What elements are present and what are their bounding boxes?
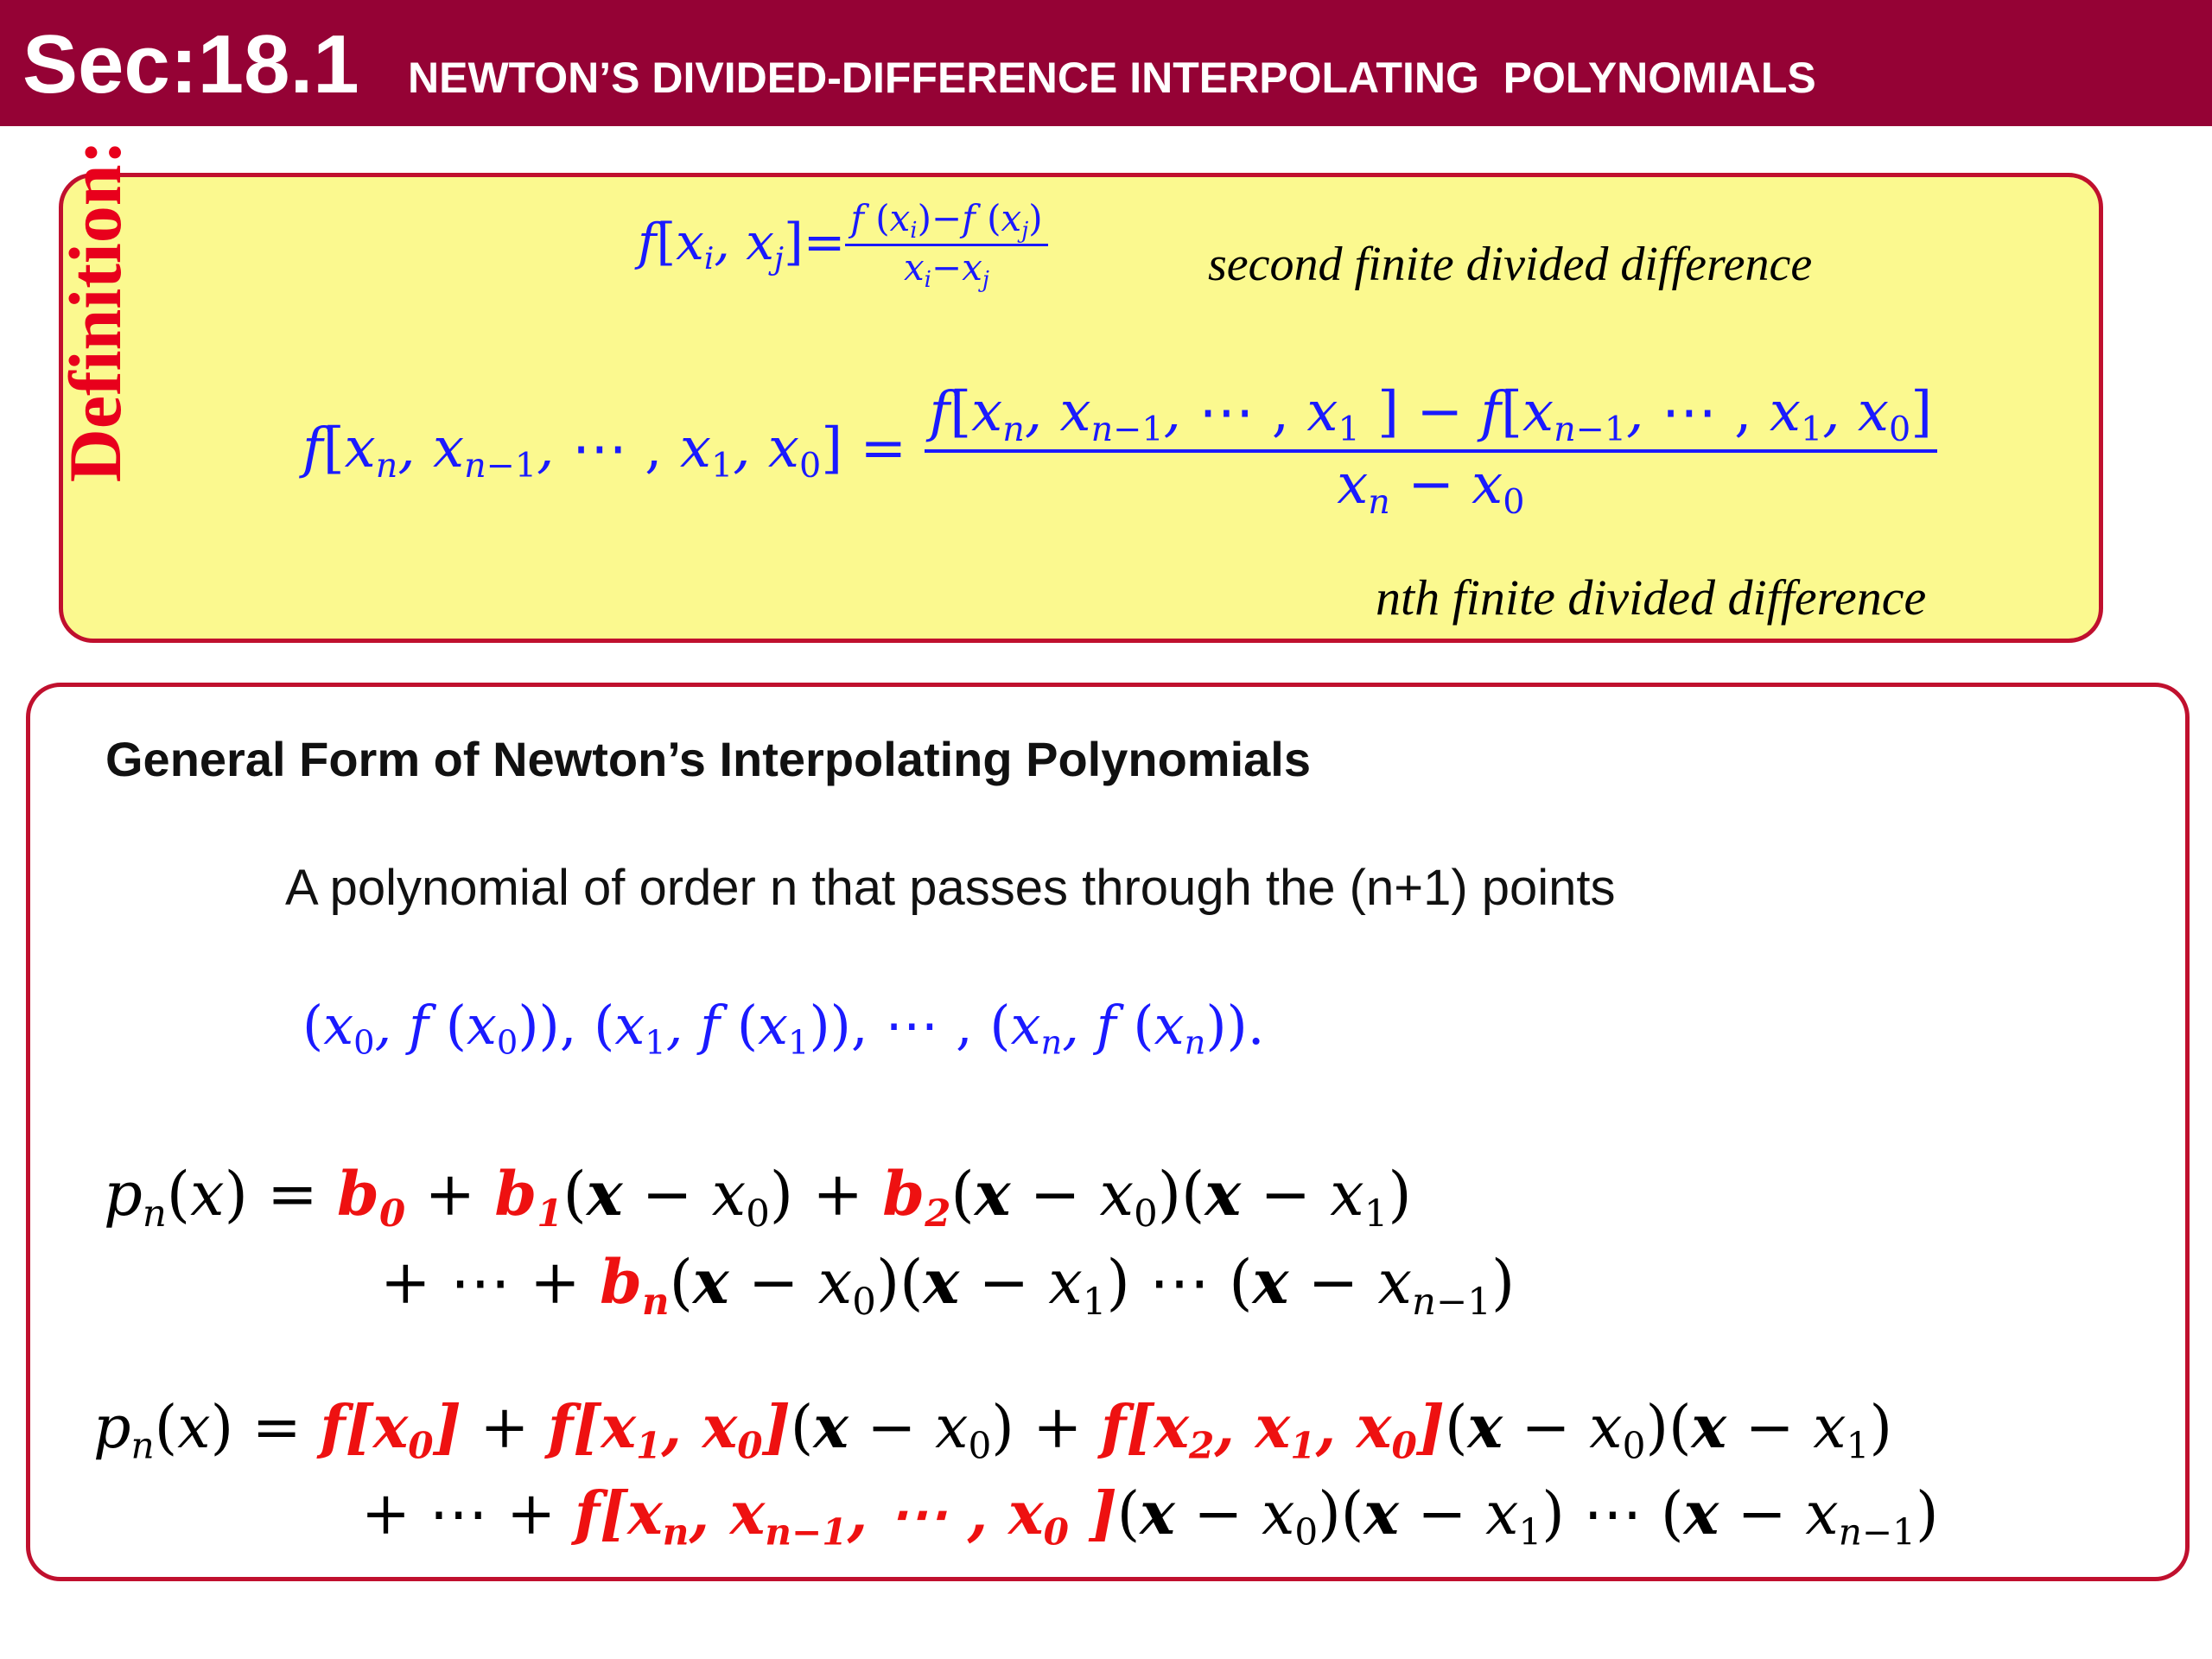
polynomial-b-form-line-2: + ⋯ + $b_n(x - x_0)(x - x_1)$ ⋯ $(x - x_{n-1})$ <box>380 1246 1516 1325</box>
general-form-intro: A polynomial of order n that passes through the (n+1) points <box>285 860 1616 916</box>
section-number: Sec:18.1 <box>22 18 359 111</box>
second-divided-difference-formula: $f[x_i$, $x_j]=$ $\frac{f (x_i)-f (x_j)}{x_i-x_j}$ <box>638 197 1048 293</box>
nth-difference-note: nth finite divided difference <box>1376 569 1927 626</box>
second-difference-note: second finite divided difference <box>1208 238 1813 291</box>
title-bar <box>0 0 2212 126</box>
polynomial-divided-difference-line-2: + ⋯ + $f[x_n$, $x_{n-1}$, ⋯ , $x_0$ ]$(x - x_0)(x - x_1)$ ⋯ $(x - x_{n-1})$ <box>361 1479 1939 1554</box>
section-title: NEWTON’S DIVIDED-DIFFERENCE INTERPOLATING POLYNOMIALS <box>408 54 1816 102</box>
definition-label: Definition: <box>54 139 137 483</box>
polynomial-divided-difference-line-1: $p_n(x) = f[x_0] + f[x_1$, $x_0](x - x_0) + f[x_2$, $x_1$, $x_0](x - x_0)(x - x_1)$ <box>93 1393 1893 1467</box>
polynomial-b-form-line-1: $p_n(x) = b_0 + b_1(x - x_0) + b_2(x - x_0)(x - x_1)$ <box>104 1158 1412 1236</box>
general-form-heading: General Form of Newton’s Interpolating Polynomials <box>105 732 1311 786</box>
nth-divided-difference-formula: $f[x_n$, $x_{n-1}$, ⋯ , $x_1$, $x_0$] = $\frac{f[x_n, x_{n-1}, \cdots , x_1 ] - f[x_{n-1}, \cdots , x_1, x_0]}{x_n - x_0}$ <box>302 380 1937 522</box>
data-points-expression: ($x_0$, f $(x_0)$), ($x_1$, f $(x_1)$), ⋯ , ($x_n$, f $(x_n)$). <box>302 994 1265 1063</box>
